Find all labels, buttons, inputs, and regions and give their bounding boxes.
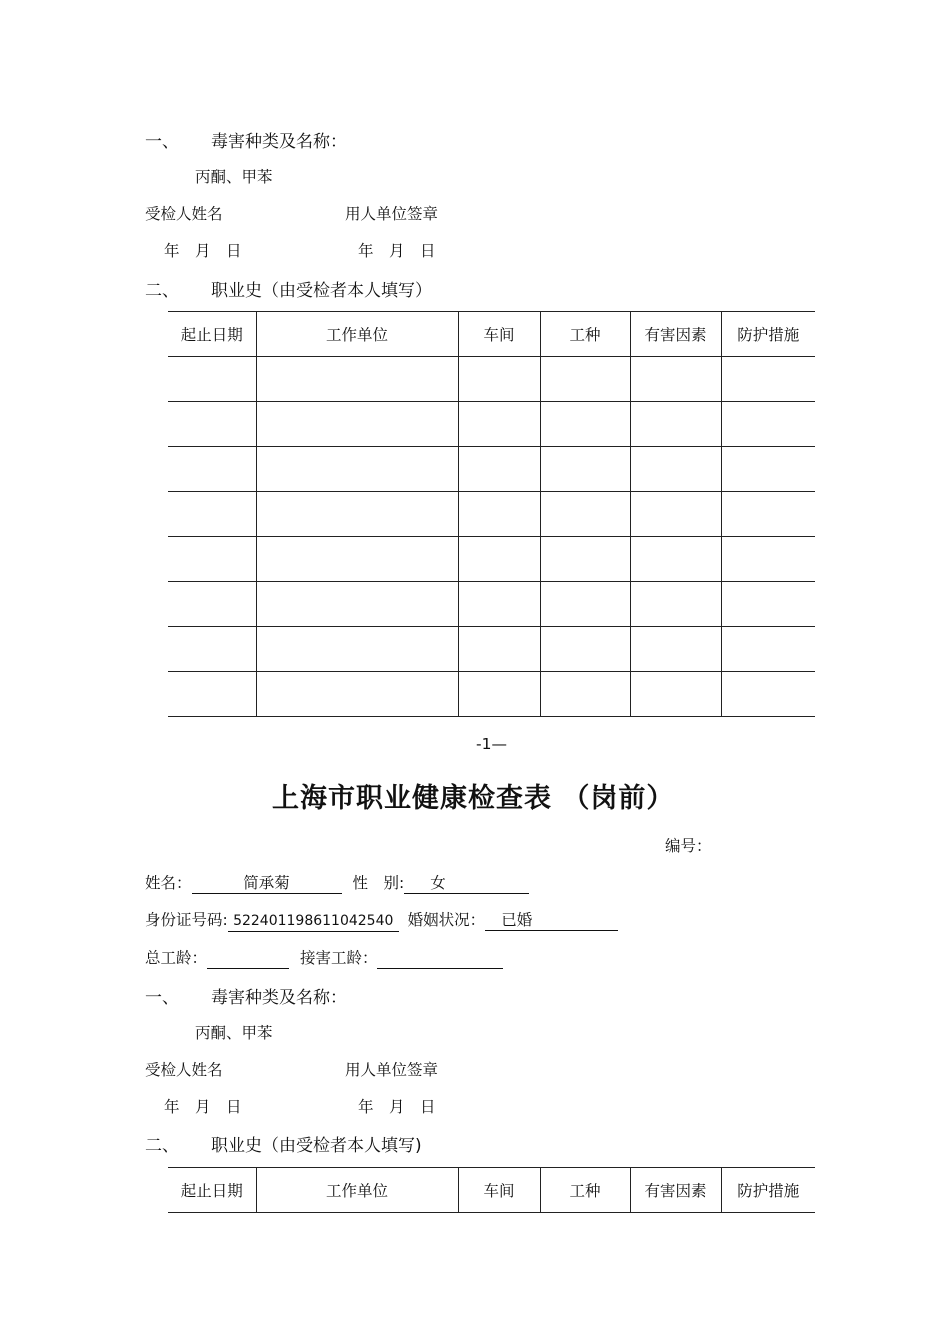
name-field[interactable]: 简承菊	[192, 874, 342, 894]
section-1-number-2: 一、	[145, 988, 179, 1008]
gender-value: 女	[430, 874, 446, 892]
header-protection: 防护措施	[721, 312, 815, 357]
table-cell[interactable]	[721, 492, 815, 537]
section-2-heading	[145, 276, 432, 301]
gender-field[interactable]	[404, 874, 529, 894]
table-row	[168, 537, 815, 582]
table-cell[interactable]	[630, 492, 721, 537]
table-row	[168, 627, 815, 672]
header-job-type: 工种	[540, 1168, 630, 1213]
table-cell[interactable]	[168, 582, 256, 627]
marital-status-label: 婚姻状况：	[407, 911, 486, 929]
table-cell[interactable]	[256, 627, 458, 672]
table-cell[interactable]	[256, 357, 458, 402]
table-cell[interactable]	[168, 447, 256, 492]
table-row	[168, 672, 815, 717]
name-label: 姓名：	[145, 874, 192, 892]
marital-status-field[interactable]	[485, 911, 618, 931]
table-cell[interactable]	[458, 447, 540, 492]
employer-date: 年 月 日	[358, 242, 436, 260]
employer-seal-label: 用人单位签章	[345, 205, 439, 223]
table-cell[interactable]	[721, 537, 815, 582]
table-cell[interactable]	[540, 537, 630, 582]
table-cell[interactable]	[168, 537, 256, 582]
total-years-label: 总工龄：	[145, 949, 208, 967]
table-cell[interactable]	[256, 447, 458, 492]
table-cell[interactable]	[458, 357, 540, 402]
table-row	[168, 492, 815, 537]
section-1-heading-2	[145, 983, 347, 1008]
header-hazards: 有害因素	[630, 312, 721, 357]
table-cell[interactable]	[721, 672, 815, 717]
employer-date-2: 年 月 日	[358, 1098, 436, 1116]
id-number-field[interactable]: 522401198611042540	[228, 912, 399, 932]
table-cell[interactable]	[721, 627, 815, 672]
header-workshop: 车间	[458, 1168, 540, 1213]
table-cell[interactable]	[540, 492, 630, 537]
id-row	[145, 908, 618, 932]
table-cell[interactable]	[630, 537, 721, 582]
name-row	[145, 871, 529, 894]
table-row	[168, 402, 815, 447]
employment-history-table	[168, 311, 815, 717]
table-cell[interactable]	[168, 492, 256, 537]
exposure-years-label: 接害工龄：	[299, 949, 378, 967]
table-cell[interactable]	[630, 447, 721, 492]
table-cell[interactable]	[168, 357, 256, 402]
employment-history-table-2	[168, 1167, 815, 1213]
employer-seal-label-2: 用人单位签章	[345, 1061, 439, 1079]
table-cell[interactable]	[630, 627, 721, 672]
table-cell[interactable]	[721, 582, 815, 627]
header-workshop: 车间	[458, 312, 540, 357]
examinee-date-2: 年 月 日	[164, 1098, 242, 1116]
section-2-number-2: 二、	[145, 1136, 179, 1156]
table-cell[interactable]	[540, 627, 630, 672]
header-protection: 防护措施	[721, 1168, 815, 1213]
table-row	[168, 447, 815, 492]
work-years-row	[145, 946, 503, 969]
table-cell[interactable]	[458, 672, 540, 717]
table-cell[interactable]	[256, 537, 458, 582]
table-cell[interactable]	[721, 402, 815, 447]
section-2-heading-2	[145, 1131, 422, 1156]
table-cell[interactable]	[540, 672, 630, 717]
examinee-name-label: 受检人姓名	[145, 205, 223, 223]
examinee-date: 年 月 日	[164, 242, 242, 260]
table-header-row	[168, 1168, 815, 1213]
section-1-number: 一、	[145, 132, 179, 152]
table-cell[interactable]	[256, 402, 458, 447]
table-cell[interactable]	[256, 672, 458, 717]
table-header-row	[168, 312, 815, 357]
table-cell[interactable]	[540, 402, 630, 447]
section-1-heading	[145, 127, 347, 152]
header-employer: 工作单位	[256, 312, 458, 357]
table-cell[interactable]	[540, 582, 630, 627]
header-job-type: 工种	[540, 312, 630, 357]
table-cell[interactable]	[630, 402, 721, 447]
page-number: -1—	[476, 735, 507, 753]
table-cell[interactable]	[540, 447, 630, 492]
id-label: 身份证号码:	[145, 911, 228, 929]
table-cell[interactable]	[630, 357, 721, 402]
table-cell[interactable]	[458, 537, 540, 582]
form-title: 上海市职业健康检查表 （岗前）	[272, 783, 675, 814]
table-row	[168, 357, 815, 402]
gender-label: 性 别:	[352, 874, 405, 892]
table-cell[interactable]	[721, 357, 815, 402]
section-2-number: 二、	[145, 281, 179, 301]
table-cell[interactable]	[458, 627, 540, 672]
header-dates: 起止日期	[168, 312, 256, 357]
table-cell[interactable]	[721, 447, 815, 492]
section-1-label: 毒害种类及名称：	[211, 132, 347, 152]
table-cell[interactable]	[458, 582, 540, 627]
section-1-label-2: 毒害种类及名称：	[211, 988, 347, 1008]
table-cell[interactable]	[630, 672, 721, 717]
header-dates: 起止日期	[168, 1168, 256, 1213]
table-cell[interactable]	[168, 402, 256, 447]
table-cell[interactable]	[256, 582, 458, 627]
marital-status-value: 已婚	[501, 911, 533, 929]
toxins-text-2: 丙酮、甲苯	[195, 1024, 273, 1042]
table-row	[168, 582, 815, 627]
table-cell[interactable]	[168, 627, 256, 672]
table-cell[interactable]	[256, 492, 458, 537]
table-cell[interactable]	[168, 672, 256, 717]
serial-number-label: 编号：	[665, 837, 712, 855]
table-cell[interactable]	[630, 582, 721, 627]
table-cell[interactable]	[458, 492, 540, 537]
exposure-years-field[interactable]	[377, 949, 503, 969]
table-cell[interactable]	[458, 402, 540, 447]
header-employer: 工作单位	[256, 1168, 458, 1213]
section-2-label: 职业史（由受检者本人填写）	[211, 281, 432, 301]
total-years-field[interactable]	[207, 949, 289, 969]
toxins-text: 丙酮、甲苯	[195, 168, 273, 186]
examinee-name-label-2: 受检人姓名	[145, 1061, 223, 1079]
header-hazards: 有害因素	[630, 1168, 721, 1213]
table-cell[interactable]	[540, 357, 630, 402]
section-2-label-2: 职业史（由受检者本人填写)	[211, 1136, 422, 1156]
